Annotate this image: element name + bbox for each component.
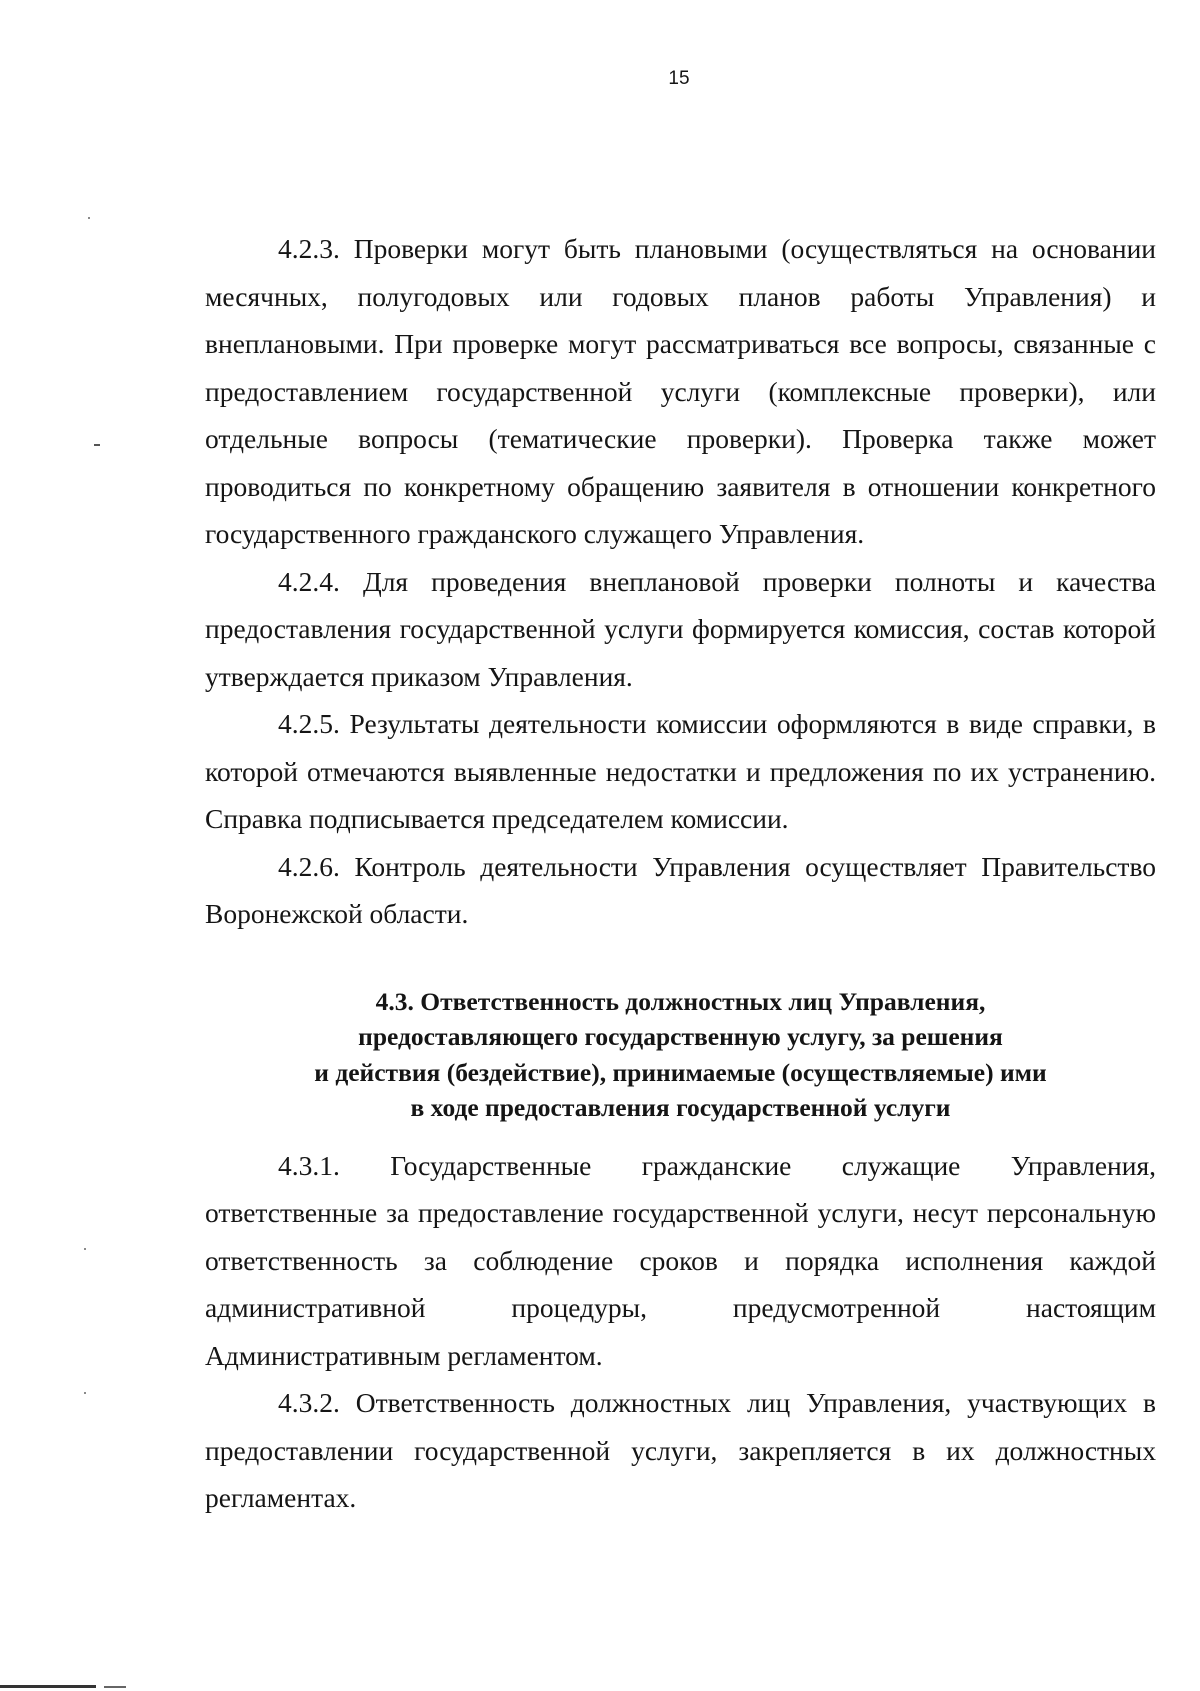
scan-speck <box>84 1392 86 1394</box>
paragraph-4-2-5: 4.2.5. Результаты деятельности комиссии оформляются в виде справки, в которой отмечаются выявленные недостатки и предложения по их устранению. Справка подписывается председателем комиссии. <box>205 708 1156 834</box>
document-body <box>205 225 1156 1522</box>
section-4-3-heading <box>205 984 1156 1126</box>
section-heading-line: в ходе предоставления государственной услуги <box>410 1093 951 1122</box>
section-heading-line: 4.3. Ответственность должностных лиц Управления, <box>375 986 986 1016</box>
paragraph-4-2-6: 4.2.6. Контроль деятельности Управления осуществляет Правительство Воронежской области. <box>205 850 1156 929</box>
section-heading-line: и действия (бездействие), принимаемые (осуществляемые) ими <box>314 1057 1047 1087</box>
scan-speck <box>88 217 90 219</box>
paragraph-4-2-3: 4.2.3. Проверки могут быть плановыми (осуществляться на основании месячных, полугодовых или годовых планов работы Управления) и внеплановыми. При проверке могут рассматриваться все вопросы, связанные с предоставлением государственной услуги (комплексные проверки), или отдельные вопросы (тематические проверки). Проверка также может проводиться по конкретному обращению заявителя в отношении конкретного государственного гражданского служащего Управления. <box>205 233 1156 549</box>
scan-speck <box>94 444 100 446</box>
paragraph-4-3-2: 4.3.2. Ответственность должностных лиц Управления, участвующих в предоставлении государственной услуги, закрепляется в их должностных регламентах. <box>205 1387 1156 1513</box>
paragraph-4-2-4: 4.2.4. Для проведения внеплановой проверки полноты и качества предоставления государственной услуги формируется комиссия, состав которой утверждается приказом Управления. <box>205 565 1156 692</box>
paragraph-4-3-1: 4.3.1. Государственные гражданские служащие Управления, ответственные за предоставление государственной услуги, несут персональную ответственность за соблюдение сроков и порядка исполнения каждой административной процедуры, предусмотренной настоящим Административным регламентом. <box>205 1149 1156 1371</box>
scan-speck <box>84 1248 86 1250</box>
scan-edge-line <box>0 1685 96 1688</box>
section-heading-line: предоставляющего государственную услугу, за решения <box>358 1022 1003 1051</box>
scan-edge-line <box>104 1686 126 1688</box>
page-number: 15 <box>668 68 690 89</box>
